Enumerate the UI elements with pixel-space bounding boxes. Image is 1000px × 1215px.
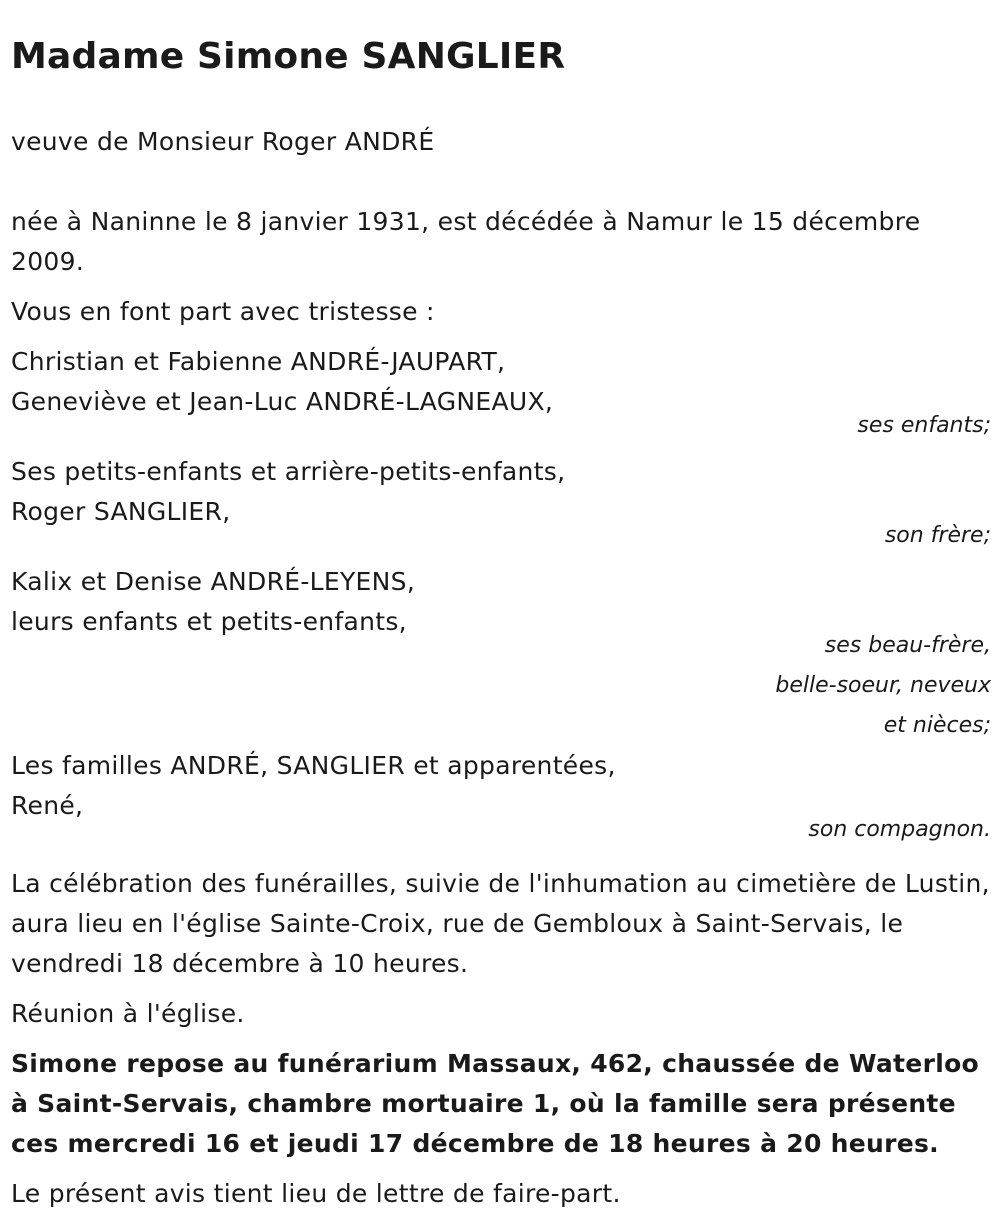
obituary-notice	[11, 0, 991, 1214]
inlaws-line: leurs enfants et petits-enfants,	[11, 607, 407, 636]
families-block	[11, 746, 991, 850]
child-line: Christian et Fabienne ANDRÉ-JAUPART,	[11, 347, 506, 376]
meeting-text: Réunion à l'église.	[11, 999, 245, 1028]
inlaws-role: belle-soeur, neveux	[775, 673, 991, 698]
inlaws-line: Kalix et Denise ANDRÉ-LEYENS,	[11, 567, 416, 596]
inlaws-block	[11, 562, 991, 746]
announce-line: Vous en font part avec tristesse :	[11, 297, 435, 326]
widow-line: veuve de Monsieur Roger ANDRÉ	[11, 127, 435, 156]
children-role: ses enfants;	[857, 413, 991, 438]
inlaws-role: et nièces;	[883, 713, 991, 738]
funeral-text: La célébration des funérailles, suivie de l'inhumation au cimetière de Lustin, aura lieu en l'église Sainte-Croix, rue de Gembloux à Saint-Servais, le vendredi 18 décembre à 10 heures.	[11, 869, 990, 978]
children-block	[11, 342, 991, 446]
brother-line: Roger SANGLIER,	[11, 497, 231, 526]
companion-line: René,	[11, 791, 84, 820]
grandchildren-line: Ses petits-enfants et arrière-petits-enfants,	[11, 457, 566, 486]
families-line: Les familles ANDRÉ, SANGLIER et apparentées,	[11, 751, 616, 780]
brother-role: son frère;	[884, 523, 991, 548]
companion-role: son compagnon.	[808, 817, 991, 842]
child-line: Geneviève et Jean-Luc ANDRÉ-LAGNEAUX,	[11, 387, 554, 416]
closing-text: Le présent avis tient lieu de lettre de faire-part.	[11, 1179, 621, 1208]
funerarium-text: Simone repose au funérarium Massaux, 462, chaussée de Waterloo à Saint-Servais, chambre mortuaire 1, où la famille sera présente ces mercredi 16 et jeudi 17 décembre de 18 heures à 20 heures.	[11, 1049, 980, 1158]
grandchildren-brother-block	[11, 452, 991, 556]
birth-death-text: née à Naninne le 8 janvier 1931, est décédée à Namur le 15 décembre 2009.	[11, 207, 921, 276]
deceased-name: Madame Simone SANGLIER	[11, 36, 566, 77]
inlaws-role: ses beau-frère,	[824, 633, 991, 658]
